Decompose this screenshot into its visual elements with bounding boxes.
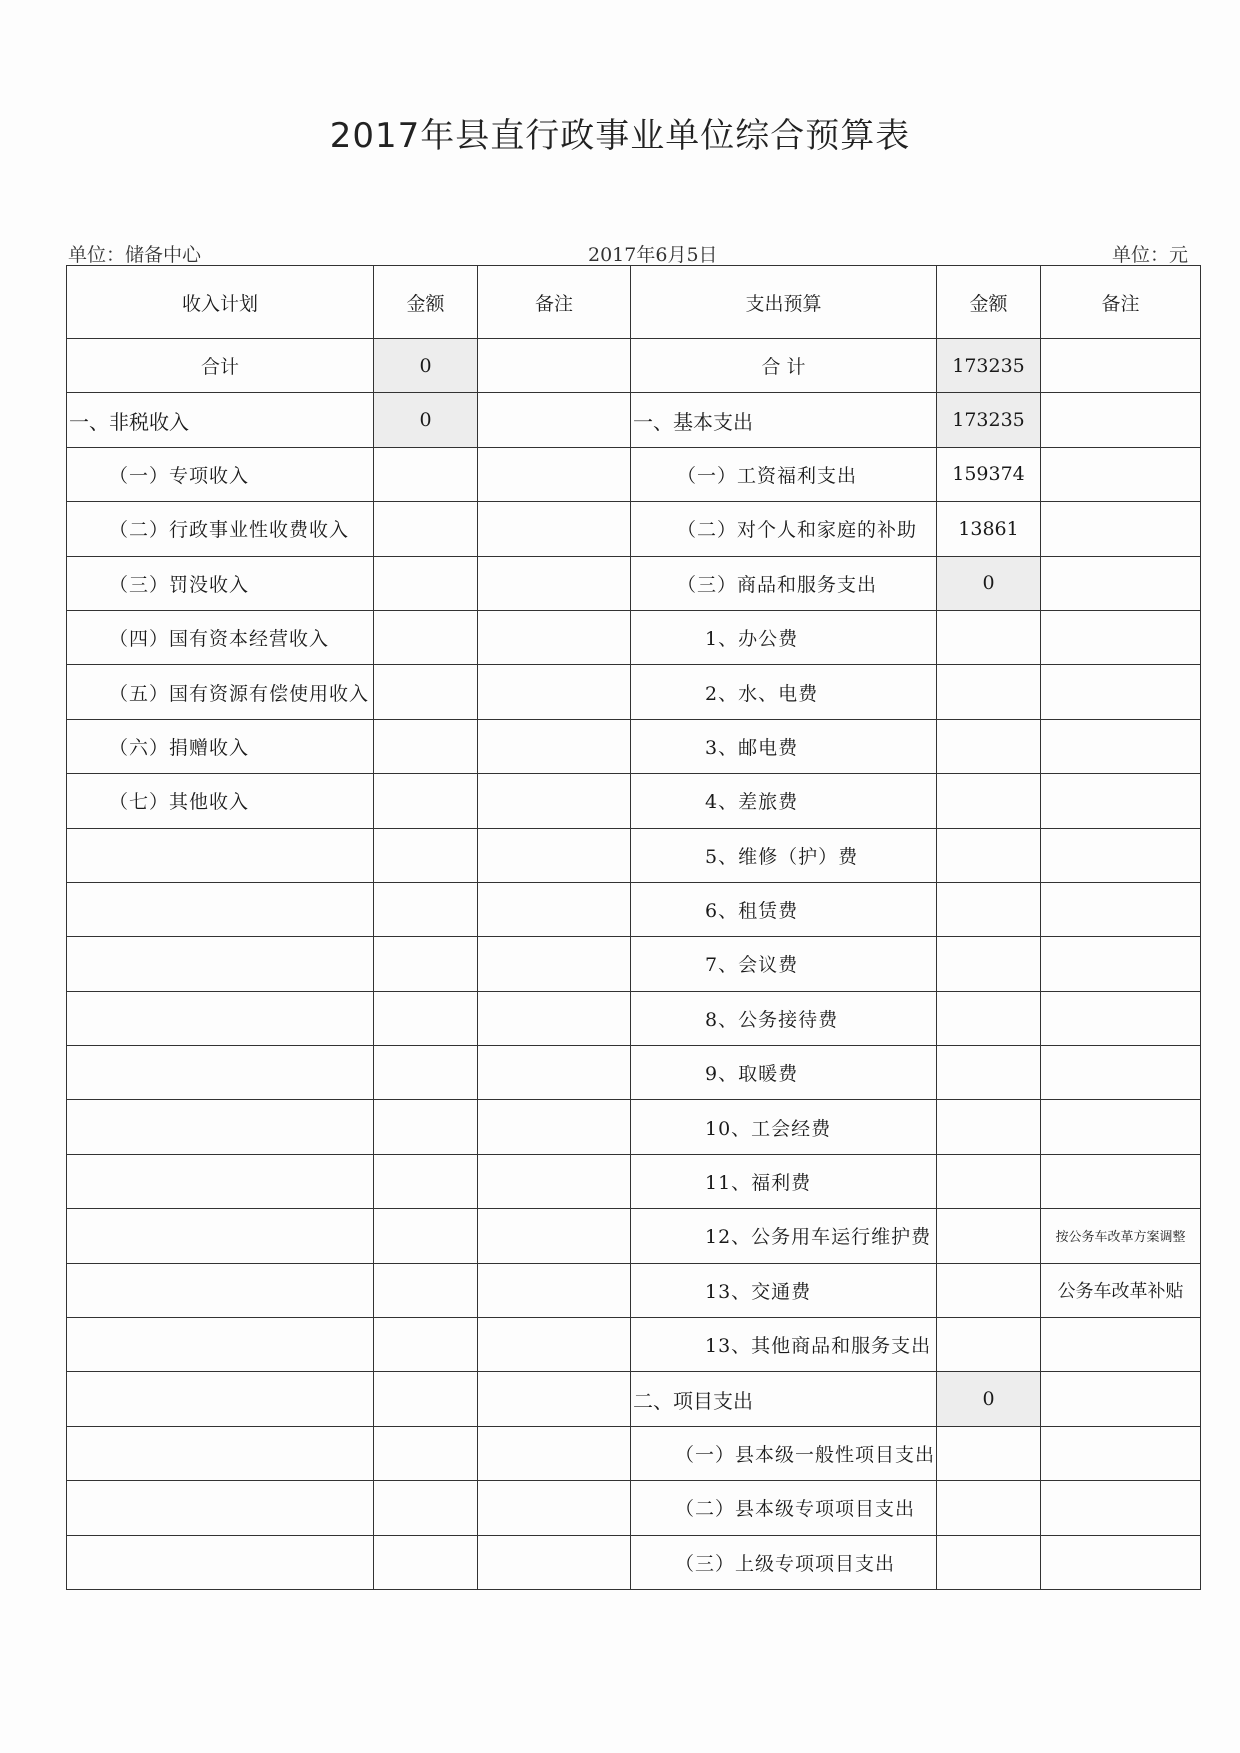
expense-note-cell — [1041, 1426, 1201, 1480]
income-cell — [67, 1481, 374, 1535]
expense-note-cell — [1041, 1535, 1201, 1589]
expense-amount-cell: 0 — [937, 1372, 1041, 1426]
income-amount-cell — [374, 828, 478, 882]
table-row — [67, 1426, 1201, 1480]
expense-cell: （二）对个人和家庭的补助 — [631, 502, 937, 556]
income-amount-cell — [374, 665, 478, 719]
income-amount-cell — [374, 1046, 478, 1100]
expense-note-cell: 按公务车改革方案调整 — [1041, 1209, 1201, 1263]
header-expense-budget: 支出预算 — [631, 266, 937, 339]
income-note-cell — [478, 502, 631, 556]
expense-cell: 2、水、电费 — [631, 665, 937, 719]
income-amount-cell — [374, 447, 478, 501]
expense-note-cell — [1041, 828, 1201, 882]
income-note-cell — [478, 610, 631, 664]
expense-cell: 一、基本支出 — [631, 393, 937, 447]
income-amount-cell — [374, 1263, 478, 1317]
table-row — [67, 610, 1201, 664]
expense-note-cell — [1041, 556, 1201, 610]
expense-amount-cell — [937, 1318, 1041, 1372]
income-cell: 一、非税收入 — [67, 393, 374, 447]
table-row — [67, 1263, 1201, 1317]
income-amount-cell — [374, 991, 478, 1045]
income-note-cell — [478, 1318, 631, 1372]
income-note-cell — [478, 1100, 631, 1154]
income-note-cell — [478, 828, 631, 882]
table-row — [67, 556, 1201, 610]
income-cell: （五）国有资源有偿使用收入 — [67, 665, 374, 719]
expense-cell: 二、项目支出 — [631, 1372, 937, 1426]
income-cell: （一）专项收入 — [67, 447, 374, 501]
expense-amount-cell — [937, 1154, 1041, 1208]
expense-amount-cell — [937, 1209, 1041, 1263]
table-row — [67, 1481, 1201, 1535]
expense-amount-cell: 159374 — [937, 447, 1041, 501]
expense-note-cell: 公务车改革补贴 — [1041, 1263, 1201, 1317]
budget-table-body — [67, 266, 1201, 1590]
income-amount-cell — [374, 774, 478, 828]
expense-note-cell — [1041, 1100, 1201, 1154]
header-income-amount: 金额 — [374, 266, 478, 339]
income-amount-cell — [374, 556, 478, 610]
income-note-cell — [478, 339, 631, 393]
income-cell — [67, 1318, 374, 1372]
income-amount-cell — [374, 1481, 478, 1535]
income-amount-cell — [374, 1535, 478, 1589]
table-row — [67, 447, 1201, 501]
expense-note-cell — [1041, 1481, 1201, 1535]
table-row — [67, 502, 1201, 556]
expense-cell: 7、会议费 — [631, 937, 937, 991]
expense-note-cell — [1041, 339, 1201, 393]
income-cell — [67, 1046, 374, 1100]
expense-amount-cell — [937, 1481, 1041, 1535]
income-cell: （七）其他收入 — [67, 774, 374, 828]
income-note-cell — [478, 1046, 631, 1100]
income-note-cell — [478, 1426, 631, 1480]
table-row — [67, 828, 1201, 882]
income-amount-cell: 0 — [374, 339, 478, 393]
expense-amount-cell — [937, 610, 1041, 664]
income-amount-cell — [374, 1209, 478, 1263]
expense-cell: 9、取暖费 — [631, 1046, 937, 1100]
table-row — [67, 339, 1201, 393]
expense-cell: 1、办公费 — [631, 610, 937, 664]
expense-cell: （二）县本级专项项目支出 — [631, 1481, 937, 1535]
income-note-cell — [478, 719, 631, 773]
table-row — [67, 991, 1201, 1045]
income-amount-cell — [374, 1154, 478, 1208]
table-row — [67, 1318, 1201, 1372]
expense-cell: 合 计 — [631, 339, 937, 393]
expense-cell: 4、差旅费 — [631, 774, 937, 828]
expense-amount-cell: 173235 — [937, 393, 1041, 447]
expense-note-cell — [1041, 719, 1201, 773]
income-cell — [67, 1263, 374, 1317]
header-income-note: 备注 — [478, 266, 631, 339]
expense-amount-cell — [937, 991, 1041, 1045]
expense-cell: 13、交通费 — [631, 1263, 937, 1317]
expense-amount-cell — [937, 1046, 1041, 1100]
expense-note-cell — [1041, 882, 1201, 936]
budget-table — [66, 265, 1201, 1590]
expense-amount-cell — [937, 665, 1041, 719]
income-note-cell — [478, 665, 631, 719]
income-cell — [67, 1426, 374, 1480]
expense-amount-cell — [937, 1535, 1041, 1589]
table-header-row — [67, 266, 1201, 339]
expense-cell: 8、公务接待费 — [631, 991, 937, 1045]
expense-cell: （三）上级专项项目支出 — [631, 1535, 937, 1589]
expense-note-cell — [1041, 1318, 1201, 1372]
income-note-cell — [478, 1535, 631, 1589]
expense-amount-cell: 173235 — [937, 339, 1041, 393]
table-row — [67, 1535, 1201, 1589]
table-row — [67, 719, 1201, 773]
expense-cell: 13、其他商品和服务支出 — [631, 1318, 937, 1372]
expense-cell: 5、维修（护）费 — [631, 828, 937, 882]
expense-cell: 11、福利费 — [631, 1154, 937, 1208]
income-amount-cell — [374, 610, 478, 664]
table-row — [67, 1046, 1201, 1100]
page-title: 2017年县直行政事业单位综合预算表 — [329, 116, 911, 156]
expense-cell: 3、邮电费 — [631, 719, 937, 773]
expense-note-cell — [1041, 991, 1201, 1045]
header-expense-amount: 金额 — [937, 266, 1041, 339]
expense-note-cell — [1041, 393, 1201, 447]
table-row — [67, 774, 1201, 828]
income-amount-cell: 0 — [374, 393, 478, 447]
income-cell — [67, 828, 374, 882]
income-cell: （六）捐赠收入 — [67, 719, 374, 773]
currency-unit-label: 单位：元 — [1111, 244, 1188, 266]
income-cell — [67, 1372, 374, 1426]
table-row — [67, 1372, 1201, 1426]
income-note-cell — [478, 393, 631, 447]
expense-cell: 10、工会经费 — [631, 1100, 937, 1154]
income-note-cell — [478, 1372, 631, 1426]
expense-amount-cell — [937, 882, 1041, 936]
income-cell: 合计 — [67, 339, 374, 393]
income-amount-cell — [374, 1426, 478, 1480]
expense-cell: （一）工资福利支出 — [631, 447, 937, 501]
expense-amount-cell — [937, 1426, 1041, 1480]
table-row — [67, 1100, 1201, 1154]
income-note-cell — [478, 882, 631, 936]
income-cell: （四）国有资本经营收入 — [67, 610, 374, 664]
unit-label: 单位：储备中心 — [68, 244, 202, 266]
income-cell: （三）罚没收入 — [67, 556, 374, 610]
expense-note-cell — [1041, 1154, 1201, 1208]
expense-amount-cell — [937, 937, 1041, 991]
expense-note-cell — [1041, 774, 1201, 828]
income-cell — [67, 1535, 374, 1589]
date-label: 2017年6月5日 — [588, 244, 718, 266]
expense-cell: （一）县本级一般性项目支出 — [631, 1426, 937, 1480]
income-note-cell — [478, 1209, 631, 1263]
income-amount-cell — [374, 502, 478, 556]
income-note-cell — [478, 774, 631, 828]
income-note-cell — [478, 1263, 631, 1317]
table-row — [67, 393, 1201, 447]
table-row — [67, 882, 1201, 936]
expense-amount-cell: 0 — [937, 556, 1041, 610]
income-cell — [67, 1100, 374, 1154]
income-cell — [67, 1154, 374, 1208]
income-amount-cell — [374, 1318, 478, 1372]
expense-note-cell — [1041, 502, 1201, 556]
table-row — [67, 1209, 1201, 1263]
expense-cell: 12、公务用车运行维护费 — [631, 1209, 937, 1263]
income-note-cell — [478, 1481, 631, 1535]
income-cell — [67, 937, 374, 991]
income-cell — [67, 1209, 374, 1263]
expense-amount-cell — [937, 1100, 1041, 1154]
expense-amount-cell — [937, 828, 1041, 882]
table-row — [67, 937, 1201, 991]
income-amount-cell — [374, 937, 478, 991]
income-amount-cell — [374, 719, 478, 773]
income-note-cell — [478, 556, 631, 610]
income-cell — [67, 991, 374, 1045]
expense-amount-cell: 13861 — [937, 502, 1041, 556]
income-note-cell — [478, 1154, 631, 1208]
header-income-plan: 收入计划 — [67, 266, 374, 339]
income-cell: （二）行政事业性收费收入 — [67, 502, 374, 556]
income-amount-cell — [374, 1372, 478, 1426]
table-row — [67, 665, 1201, 719]
expense-amount-cell — [937, 719, 1041, 773]
income-note-cell — [478, 991, 631, 1045]
expense-note-cell — [1041, 665, 1201, 719]
header-expense-note: 备注 — [1041, 266, 1201, 339]
income-amount-cell — [374, 1100, 478, 1154]
income-amount-cell — [374, 882, 478, 936]
income-note-cell — [478, 447, 631, 501]
income-note-cell — [478, 937, 631, 991]
expense-note-cell — [1041, 447, 1201, 501]
table-row — [67, 1154, 1201, 1208]
expense-amount-cell — [937, 774, 1041, 828]
expense-note-cell — [1041, 1372, 1201, 1426]
expense-cell: （三）商品和服务支出 — [631, 556, 937, 610]
income-cell — [67, 882, 374, 936]
expense-cell: 6、租赁费 — [631, 882, 937, 936]
expense-note-cell — [1041, 937, 1201, 991]
expense-note-cell — [1041, 1046, 1201, 1100]
expense-note-cell — [1041, 610, 1201, 664]
expense-amount-cell — [937, 1263, 1041, 1317]
